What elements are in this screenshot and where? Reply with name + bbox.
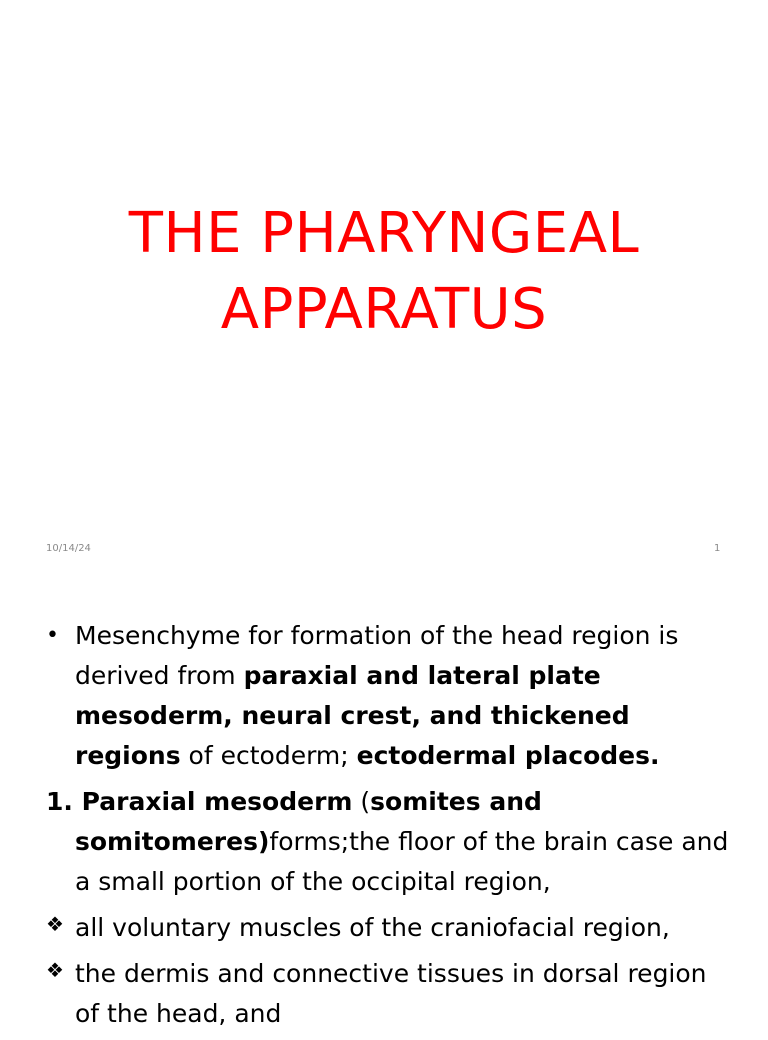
numbered-heading: 1. Paraxial mesoderm [46,787,353,816]
title-line-2: APPARATUS [220,277,548,342]
slide-title [0,196,768,348]
numbered-paragraph-paraxial [46,782,736,902]
diamond-bullet-icon: ❖ [46,912,64,936]
slide-number: 1 [714,543,721,554]
diamond-bullet-icon: ❖ [46,958,64,982]
text-run: the dermis and connective tissues in dorsal region of the head, and [75,959,707,1028]
text-run: ( [352,787,371,816]
footer-date: 10/14/24 [46,543,91,554]
diamond-bullet-muscles [46,908,736,948]
bold-run: paraxial and lateral plate mesoderm, neural crest, and thickened regions [75,661,630,770]
diamond-bullet-dermis [46,954,736,1034]
bullet-dot-icon: • [46,623,59,648]
text-run: Mesenchyme for formation of the head region is derived from [75,621,679,690]
slide-body [46,616,736,1040]
text-run: all voluntary muscles of the craniofacial region, [75,913,670,942]
content-slide [0,576,768,1028]
bullet-paragraph-mesenchyme [46,616,736,776]
bold-run: ectodermal placodes. [356,741,660,770]
title-line-1: THE PHARYNGEAL [128,201,640,266]
text-run: of ectoderm; [180,741,357,770]
bold-run: somites and somitomeres) [75,787,542,856]
text-run: forms;the floor of the brain case and a small portion of the occipital region, [75,827,729,896]
